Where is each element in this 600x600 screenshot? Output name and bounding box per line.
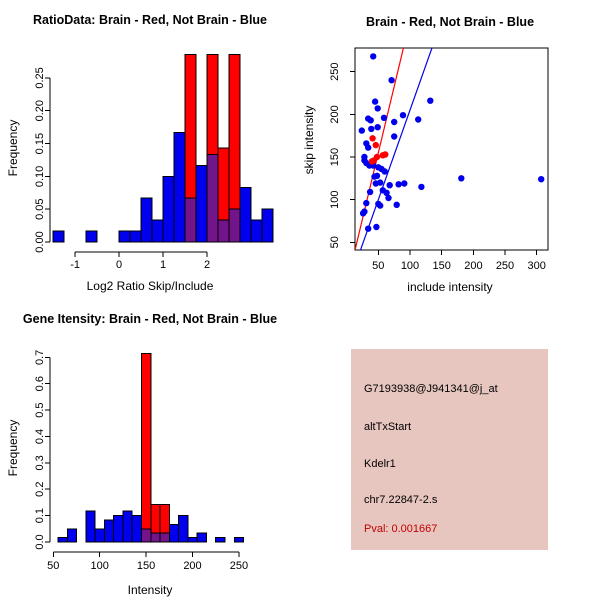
scatter-point-blue [385,195,391,201]
histogram-bar [216,538,225,542]
scatter-point-blue [391,119,397,125]
histogram-bar [95,529,104,542]
scatter-xlabel: include intensity [407,280,493,294]
info-box [351,349,548,550]
scatter-point-blue [359,127,365,133]
histogram-bar [163,176,174,242]
histogram-bar [179,516,188,542]
tick-label: 250 [495,260,515,272]
tick-label: 250 [329,62,341,81]
scatter-point-blue [375,124,381,130]
histogram-bar [160,533,169,542]
scatter-point-red [380,152,386,158]
tick-label: 0.20 [34,99,46,122]
tick-label: 0.2 [34,481,46,497]
tick-label: 0.6 [34,376,46,392]
scatter-point-blue [377,179,383,185]
scatter-point-blue [395,181,401,187]
tick-label: 50 [329,236,341,249]
scatter-point-blue [370,53,376,59]
tick-label: 250 [229,560,249,572]
histogram-bar [197,533,206,542]
histogram-bar [188,538,197,542]
histogram-bar [251,220,262,242]
scatter-point-blue [458,175,464,181]
tick-label: 50 [372,260,385,272]
histogram-bar [196,165,207,242]
fit-line-blue [355,0,548,266]
tick-label: 0 [116,259,123,271]
tick-label: 0.0 [34,534,46,550]
histogram-bar [169,524,178,542]
histogram-bar [207,155,218,243]
histogram-bar [132,516,141,542]
histogram-bar [218,220,229,242]
tick-label: 0.05 [34,198,46,220]
histogram-bar [119,231,130,242]
probe-id-text: G7193938@J941341@j_at [364,383,498,395]
histogram-bar [67,529,76,542]
gene-hist-xlabel: Intensity [127,583,173,597]
histogram-bar [229,209,240,242]
histogram-bar [174,133,185,242]
scatter-point-blue [371,173,377,179]
tick-label: 2 [204,259,211,271]
histogram-bar [53,231,64,242]
tick-label: 150 [136,560,156,572]
histogram-bar [234,538,243,542]
histogram-bar [58,538,67,542]
tick-label: 0.3 [34,455,46,471]
tick-label: 0.5 [34,402,46,418]
ratio-hist-xlabel: Log2 Ratio Skip/Include [86,279,214,293]
scatter-point-blue [365,144,371,150]
scatter-point-blue [381,115,387,121]
histogram-bar [151,533,160,542]
scatter-point-blue [373,224,379,230]
tick-label: 0.15 [34,132,46,155]
histogram-bar [141,198,152,242]
event-type-text: altTxStart [364,421,412,433]
ratio-hist-title: RatioData: Brain - Red, Not Brain - Blue [32,13,268,27]
gene-hist-title: Gene Itensity: Brain - Red, Not Brain - Blue [22,312,278,326]
scatter-point-blue [415,116,421,122]
tick-label: 200 [183,560,202,572]
scatter-point-blue [363,200,369,206]
scatter-point-red [369,135,375,141]
histogram-bar [142,529,151,542]
tick-label: 100 [329,190,341,209]
scatter-point-blue [368,117,374,123]
scatter-point-blue [377,202,383,208]
gene-symbol-text: Kdelr1 [364,458,396,470]
scatter-point-blue [375,105,381,111]
scatter-point-blue [427,98,433,104]
tick-label: -1 [70,259,80,271]
tick-label: 150 [432,260,451,272]
gene-hist-ylabel: Frequency [6,419,20,477]
tick-label: 100 [90,560,109,572]
histogram-bar [130,231,141,242]
scatter-point-blue [400,112,406,118]
fit-line-red [355,0,548,250]
scatter-point-blue [388,77,394,83]
scatter-point-blue [418,184,424,190]
histogram-bar [86,511,95,542]
tick-label: 0.1 [34,507,46,524]
tick-label: 200 [329,105,341,124]
histogram-bar [114,516,123,542]
tick-label: 0.10 [34,165,46,188]
scatter-point-blue [538,176,544,182]
scatter-point-blue [401,180,407,186]
tick-label: 100 [400,260,420,272]
tick-label: 300 [527,260,546,272]
tick-label: 200 [464,260,483,272]
scatter-point-red [373,142,379,148]
histogram-bar [104,520,113,542]
scatter-point-blue [365,226,371,232]
scatter-ylabel: skip intensity [302,105,316,175]
histogram-bar [240,187,251,242]
scatter-point-blue [360,210,366,216]
histogram-bar [123,511,132,542]
scatter-point-blue [367,189,373,195]
histogram-bar [152,220,163,242]
tick-label: 0.7 [34,349,46,366]
histogram-bar [262,209,273,242]
histogram-bar [142,354,151,542]
scatter-point-blue [394,202,400,208]
genome-location-text: chr7.22847-2.s [364,494,438,506]
scatter-title: Brain - Red, Not Brain - Blue [365,15,535,29]
tick-label: 150 [329,147,341,167]
scatter-point-blue [391,133,397,139]
tick-label: 0.00 [34,231,46,253]
histogram-bar [86,231,97,242]
pvalue-text: Pval: 0.001667 [364,523,438,535]
ratio-hist-ylabel: Frequency [6,119,20,177]
tick-label: 1 [160,259,167,271]
scatter-point-blue [382,168,388,174]
tick-label: 0.4 [34,428,46,445]
tick-label: 50 [47,560,60,572]
scatter-point-red [369,158,375,164]
scatter-point-blue [372,98,378,104]
tick-label: 0.25 [34,67,46,89]
scatter-point-blue [368,126,374,132]
plot-box [355,48,548,250]
histogram-bar [185,198,196,242]
scatter-point-blue [387,182,393,188]
